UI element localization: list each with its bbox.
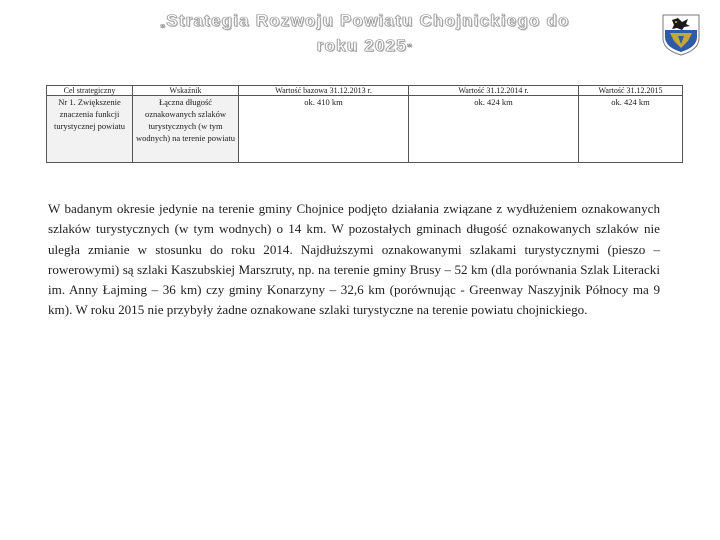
base-value-cell: ok. 410 km	[239, 96, 409, 163]
page-title	[140, 10, 590, 60]
strategic-goal-cell: Nr 1. Zwiększenie znaczenia funkcji turystycznej powiatu	[47, 96, 133, 163]
column-header: Wskaźnik	[133, 86, 239, 96]
column-header: Wartość 31.12.2014 r.	[409, 86, 579, 96]
title-close-quote: ”	[406, 43, 414, 54]
coat-of-arms-icon	[662, 14, 700, 56]
indicator-table	[46, 85, 683, 163]
title-text: Strategia Rozwoju Powiatu Chojnickiego do roku 2025	[166, 11, 570, 55]
title-open-quote: „	[160, 18, 167, 29]
column-header: Wartość 31.12.2015	[579, 86, 683, 96]
column-header: Wartość bazowa 31.12.2013 r.	[239, 86, 409, 96]
column-header: Cel strategiczny	[47, 86, 133, 96]
indicator-cell: Łączna długość oznakowanych szlaków turystycznych (w tym wodnych) na terenie powiatu	[133, 96, 239, 163]
table-row	[47, 96, 683, 163]
value-2015-cell: ok. 424 km	[579, 96, 683, 163]
value-2014-cell: ok. 424 km	[409, 96, 579, 163]
body-paragraph: W badanym okresie jedynie na terenie gminy Chojnice podjęto działania związane z wydłużeniem oznakowanych szlaków turystycznych (w tym wodnych) o 14 km. W pozostałych gminach długość oznakowanych szlaków nie uległa zmianie w stosunku do roku 2014. Najdłuższymi oznakowanymi szlakami turystycznymi (pieszo – rowerowymi) są szlaki Kaszubskiej Marszruty, np. na terenie gminy Brusy – 52 km (dla porównania Szlak Literacki im. Anny Łajming – 36 km) czy gminy Konarzyny – 32,6 km (porównując - Greenway Naszyjnik Północy ma 9 km). W roku 2015 nie przybyły żadne oznakowane szlaki turystyczne na terenie powiatu chojnickiego.	[48, 201, 660, 318]
table-header-row	[47, 86, 683, 96]
